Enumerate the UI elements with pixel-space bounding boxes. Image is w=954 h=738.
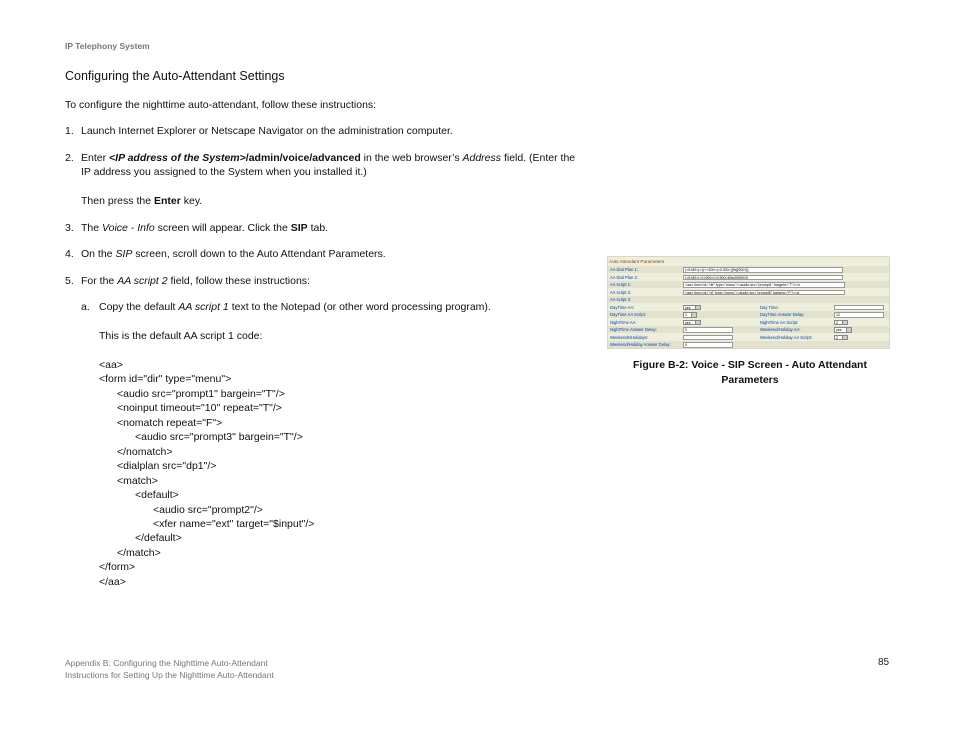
aa-label: AA script 1: xyxy=(610,282,632,287)
aa-label: DayTime AA: xyxy=(610,304,635,310)
step-text: The xyxy=(81,222,103,234)
aa-row xyxy=(608,266,890,273)
step-4 xyxy=(65,247,386,262)
step-number: 5. xyxy=(65,275,74,287)
code-line: </nomatch> xyxy=(117,446,173,458)
code-line: <audio src="prompt3" bargein="T"/> xyxy=(135,431,303,443)
step-screen-name: Voice - Info xyxy=(102,222,155,234)
code-line: <xfer name="ext" target="$input"/> xyxy=(153,518,315,530)
substep-letter: a. xyxy=(81,301,90,313)
step-1 xyxy=(65,124,453,139)
step-url-host: <IP address of the System> xyxy=(109,152,246,164)
aa-label: Day Time: xyxy=(760,304,779,310)
aa-row xyxy=(608,289,890,296)
caption-line: Parameters xyxy=(721,374,779,386)
aa-script-1-field[interactable]: <aa><form id="dir" type="menu"><audio src="prompt1" bargein="T"/><n xyxy=(683,282,845,288)
step-number: 4. xyxy=(65,248,74,260)
step-text: key. xyxy=(180,195,203,207)
aa-row xyxy=(608,281,890,288)
aa-script-2-field[interactable]: <aa><form id="nt" type="menu"><audio src="prompt5" bargein="F"/><a xyxy=(683,290,845,296)
footer xyxy=(65,657,274,681)
step-text: in the web browser’s xyxy=(360,152,463,164)
aa-label: AA script 3: xyxy=(610,297,632,302)
substep-a xyxy=(81,300,491,315)
aa-pair-row xyxy=(608,311,890,318)
code-line: </aa> xyxy=(99,576,126,588)
step-text: On the xyxy=(81,248,116,260)
day-time-field[interactable] xyxy=(834,305,884,311)
code-line: </form> xyxy=(99,561,136,573)
step-text: field, follow these instructions: xyxy=(167,275,310,287)
step-text: For the xyxy=(81,275,118,287)
nighttime-aa-select[interactable]: yes xyxy=(683,320,701,326)
code-line: <aa> xyxy=(99,359,123,371)
code-intro: This is the default AA script 1 code: xyxy=(99,330,263,342)
figure-caption xyxy=(607,358,893,388)
aa-label: DayTime Answer Delay: xyxy=(760,312,805,317)
step-text: field. (Enter the xyxy=(501,152,576,164)
aa-dial-plan-1-field[interactable]: (<9:M0>|<1|<+300>|<9.300>|[9x|[9001]) xyxy=(683,267,843,273)
aa-label: AA script 2: xyxy=(610,289,632,295)
step-number: 1. xyxy=(65,125,74,137)
step-tab-name: SIP xyxy=(290,222,308,234)
step-key-name: Enter xyxy=(153,195,181,207)
step-number: 2. xyxy=(65,152,74,164)
step-field-name: AA script 1 xyxy=(178,301,229,313)
aa-dial-plan-2-field[interactable]: (<9:M0>|<2:|900>|<9:300>|[9xx]|[9001]) xyxy=(683,275,843,281)
aa-label: DayTime AA Script: xyxy=(610,312,646,317)
step-text: Then press the xyxy=(81,195,154,207)
aa-pair-row xyxy=(608,334,890,341)
code-line: </default> xyxy=(135,532,182,544)
aa-label: AA Dial Plan 2: xyxy=(610,274,638,280)
weekend-holiday-aa-select[interactable]: yes xyxy=(834,327,852,333)
aa-pair-row xyxy=(608,319,890,326)
aa-label: Weekend/Holiday AA: xyxy=(760,327,801,332)
section-title: Configuring the Auto-Attendant Settings xyxy=(65,69,285,83)
daytime-aa-script-select[interactable]: 1 xyxy=(683,312,697,318)
step-5 xyxy=(65,274,310,289)
aa-pair-row xyxy=(608,304,890,311)
daytime-answer-delay-field[interactable]: 12 xyxy=(834,312,884,318)
step-text: Copy the default xyxy=(99,301,179,313)
aa-label: NightTime AA Script: xyxy=(760,319,799,325)
step-screen-name: SIP xyxy=(115,248,133,260)
step-number: 3. xyxy=(65,222,74,234)
step-text: text to the Notepad (or other word processing program). xyxy=(228,301,491,313)
code-line: <nomatch repeat="F"> xyxy=(117,417,223,429)
step-field-name: AA script 2 xyxy=(117,275,168,287)
aa-label: Weekend/Holiday AA Script: xyxy=(760,334,813,340)
step-3 xyxy=(65,221,328,236)
weekends-holidays-field[interactable] xyxy=(683,335,733,341)
aa-label: NightTime AA: xyxy=(610,319,637,325)
figure-title: Auto Attendant Parameters xyxy=(609,259,665,264)
daytime-aa-select[interactable]: yes xyxy=(683,305,701,311)
step-2-then xyxy=(81,194,202,209)
step-2 xyxy=(65,151,575,166)
code-line: <dialplan src="dp1"/> xyxy=(117,460,217,472)
code-line: <audio src="prompt2"/> xyxy=(153,504,263,516)
step-text: Enter xyxy=(81,152,110,164)
step-url-path: /admin/voice/advanced xyxy=(245,152,361,164)
code-line: <match> xyxy=(117,475,158,487)
aa-label: AA Dial Plan 1: xyxy=(610,267,638,272)
aa-row xyxy=(608,274,890,281)
caption-line: Figure B-2: Voice - SIP Screen - Auto Attendant xyxy=(633,359,867,371)
step-text: Launch Internet Explorer or Netscape Navigator on the administration computer. xyxy=(81,125,453,137)
aa-pair-row xyxy=(608,326,890,333)
nighttime-aa-script-select[interactable]: 2 xyxy=(834,320,848,326)
weekend-holiday-aa-script-select[interactable]: 2 xyxy=(834,335,848,341)
aa-label: Weekend/Holiday Answer Delay: xyxy=(610,342,671,347)
step-text: screen will appear. Click the xyxy=(154,222,291,234)
step-field-name: Address xyxy=(462,152,502,164)
aa-label: NightTime Answer Delay: xyxy=(610,327,657,332)
aa-pair-row xyxy=(608,341,890,348)
step-2-line-2: IP address you assigned to the System when you installed it.) xyxy=(81,166,367,178)
code-line: <default> xyxy=(135,489,179,501)
figure-auto-attendant-screenshot xyxy=(607,256,890,349)
page-number: 85 xyxy=(878,657,890,668)
code-line: </match> xyxy=(117,547,161,559)
step-text: tab. xyxy=(307,222,329,234)
footer-line: Instructions for Setting Up the Nighttime Auto-Attendant xyxy=(65,670,274,680)
footer-line: Appendix B: Configuring the Nighttime Auto-Attendant xyxy=(65,658,268,668)
code-line: <audio src="prompt1" bargein="T"/> xyxy=(117,388,285,400)
intro-text: To configure the nighttime auto-attendant, follow these instructions: xyxy=(65,99,377,111)
code-line: <noinput timeout="10" repeat="T"/> xyxy=(117,402,282,414)
weekend-holiday-answer-delay-field[interactable]: 0 xyxy=(683,342,733,348)
step-text: screen, scroll down to the Auto Attendant Parameters. xyxy=(132,248,386,260)
aa-label: Weekends/Holidays: xyxy=(610,334,649,340)
running-header: IP Telephony System xyxy=(65,41,150,51)
aa-row xyxy=(608,296,890,303)
nighttime-answer-delay-field[interactable]: 0 xyxy=(683,327,733,333)
code-line: <form id="dir" type="menu"> xyxy=(99,373,232,385)
